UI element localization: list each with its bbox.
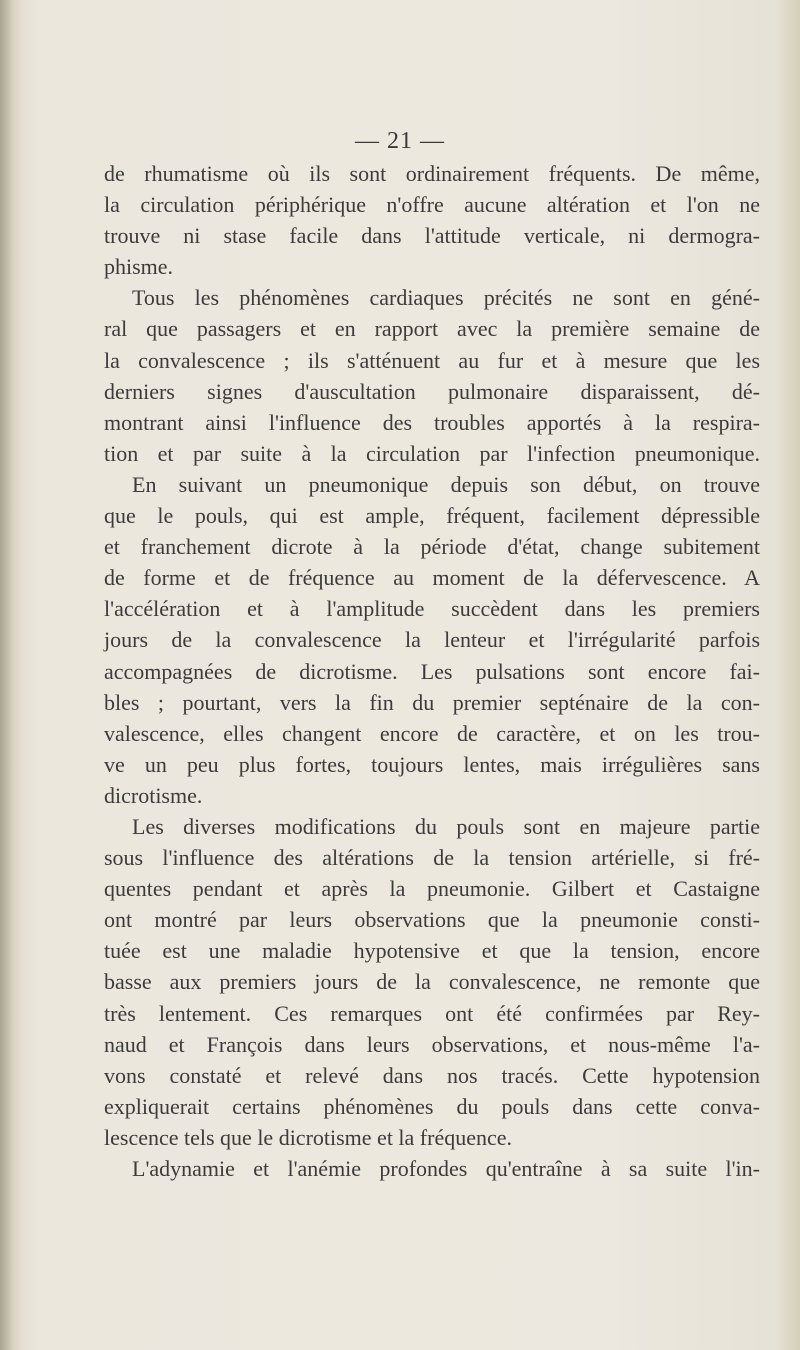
- text-line: trouve ni stase facile dans l'attitude verticale, ni dermogra-: [104, 223, 760, 249]
- text-line: accompagnées de dicrotisme. Les pulsations sont encore fai-: [104, 658, 760, 684]
- text-line: la circulation périphérique n'offre aucune altération et l'on ne: [104, 192, 760, 218]
- text-line: tuée est une maladie hypotensive et que la tension, encore: [104, 938, 760, 964]
- text-line: vons constaté et relevé dans nos tracés. Cette hypotension: [104, 1062, 760, 1088]
- page-edge-shadow-right: [776, 0, 800, 1350]
- text-line: lescence tels que le dicrotisme et la fréquence.: [104, 1124, 513, 1150]
- text-line: ral que passagers et en rapport avec la première semaine de: [104, 316, 760, 342]
- text-line: jours de la convalescence la lenteur et l'irrégularité parfois: [104, 627, 760, 653]
- text-line: phisme.: [104, 254, 174, 280]
- text-line: de rhumatisme où ils sont ordinairement fréquents. De même,: [104, 161, 760, 186]
- text-line: sous l'influence des altérations de la tension artérielle, si fré-: [104, 845, 760, 871]
- text-line: montrant ainsi l'influence des troubles apportés à la respira-: [104, 409, 760, 435]
- text-line: Tous les phénomènes cardiaques précités ne sont en géné-: [132, 285, 760, 311]
- text-line: L'adynamie et l'anémie profondes qu'entraîne à sa suite l'in-: [132, 1156, 760, 1181]
- text-line: ve un peu plus fortes, toujours lentes, mais irrégulières sans: [104, 751, 760, 777]
- text-line: derniers signes d'auscultation pulmonaire disparaissent, dé-: [104, 378, 760, 404]
- text-line: En suivant un pneumonique depuis son début, on trouve: [132, 471, 760, 497]
- text-line: la convalescence ; ils s'atténuent au fur et à mesure que les: [104, 347, 760, 373]
- text-line: dicrotisme.: [104, 782, 203, 808]
- page-edge-shadow-left: [0, 0, 22, 1350]
- body-text: [104, 158, 760, 1184]
- text-line: naud et François dans leurs observations, et nous-même l'a-: [104, 1031, 760, 1057]
- text-line: et franchement dicrote à la période d'état, change subitement: [104, 534, 760, 560]
- text-line: valescence, elles changent encore de caractère, et on les trou-: [104, 720, 760, 746]
- text-line: Les diverses modifications du pouls sont en majeure partie: [132, 813, 760, 839]
- text-line: expliquerait certains phénomènes du pouls dans cette conva-: [104, 1093, 760, 1119]
- text-line: que le pouls, qui est ample, fréquent, facilement dépressible: [104, 503, 760, 529]
- text-line: tion et par suite à la circulation par l'infection pneumonique.: [104, 440, 760, 466]
- text-line: basse aux premiers jours de la convalescence, ne remonte que: [104, 969, 760, 995]
- page-number: — 21 —: [355, 128, 445, 154]
- text-line: ont montré par leurs observations que la pneumonie consti-: [104, 907, 760, 933]
- text-line: quentes pendant et après la pneumonie. Gilbert et Castaigne: [104, 876, 760, 902]
- text-line: très lentement. Ces remarques ont été confirmées par Rey-: [104, 1000, 760, 1026]
- text-line: de forme et de fréquence au moment de la défervescence. A: [104, 565, 760, 591]
- text-line: bles ; pourtant, vers la fin du premier septénaire de la con-: [104, 689, 760, 715]
- text-line: l'accélération et à l'amplitude succèdent dans les premiers: [104, 596, 760, 622]
